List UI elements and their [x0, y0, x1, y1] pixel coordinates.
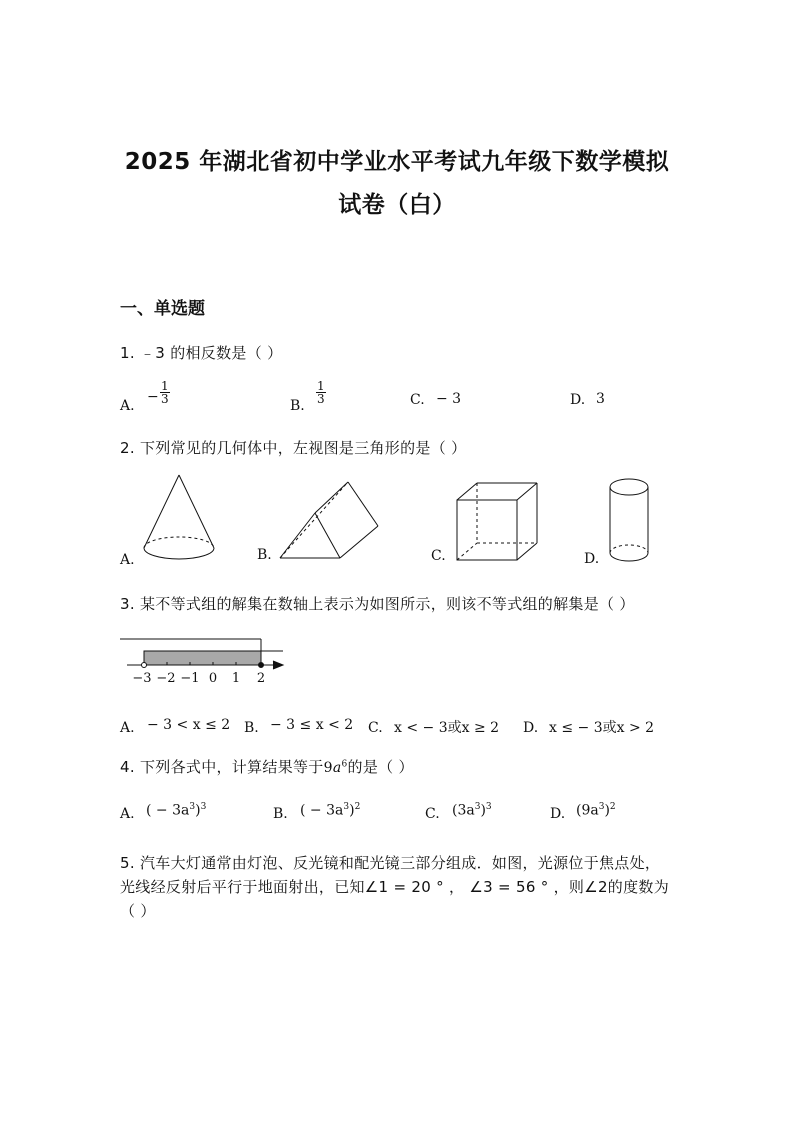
question-1: [120, 342, 282, 363]
question-text: ﹣3 的相反数是（ ）: [140, 344, 283, 362]
option-d-value: 3: [596, 391, 605, 407]
question-5-line3: （ ）: [120, 902, 156, 920]
tick-label: 0: [208, 671, 218, 686]
number-line-figure: [115, 632, 295, 688]
q4-options: [120, 800, 680, 824]
option-a-fraction: $\frac{1}{3}$: [161, 379, 169, 406]
question-3: [120, 593, 635, 614]
q2-option-a-label: A.: [120, 552, 135, 568]
q2-option-d-label: D.: [584, 551, 600, 567]
option-a-label: A.: [120, 806, 135, 822]
triangular-prism-icon: [280, 482, 378, 558]
option-c-expr: $(3a^3)^3$: [452, 802, 492, 819]
option-a-text: − 3 < x ≤ 2: [147, 717, 231, 733]
tick-label: 2: [256, 671, 266, 686]
page-title-line1: 2025 年湖北省初中学业水平考试九年级下数学模拟: [124, 149, 670, 175]
option-d-expr: $(9a^3)^2$: [576, 802, 616, 819]
question-text-before: 下列各式中，计算结果等于: [140, 758, 324, 776]
option-b-label: B.: [273, 806, 288, 822]
question-2: [120, 437, 466, 458]
question-5: [120, 851, 700, 923]
option-b-label: B.: [244, 720, 259, 736]
question-text: 某不等式组的解集在数轴上表示为如图所示，则该不等式组的解集是（ ）: [140, 595, 635, 613]
q3-options: [120, 717, 680, 739]
option-b-expr: ( − $3a^3)^2$: [300, 802, 361, 819]
option-a-label: A.: [120, 398, 135, 414]
option-d-label: D.: [570, 392, 586, 408]
section-heading: 一、单选题: [120, 299, 205, 319]
question-5-line2: 光线经反射后平行于地面射出，已知∠1 = 20 ° ， ∠3 = 56 ° ，则∠2的度数为: [120, 878, 669, 896]
option-d-label: D.: [550, 806, 566, 822]
target-expression: $9a^6$: [323, 759, 348, 776]
option-c-value: − 3: [436, 391, 462, 407]
tick-label: −2: [156, 671, 176, 686]
question-text-after: 的是（ ）: [347, 758, 414, 776]
option-b-fraction: $\frac{1}{3}$: [317, 379, 325, 406]
question-number: 4.: [120, 758, 135, 776]
option-d-label: D.: [523, 720, 539, 736]
q2-option-c-label: C.: [431, 548, 446, 564]
cone-icon: [144, 475, 214, 559]
option-c-text: x < − 3或x ≥ 2: [394, 720, 500, 736]
q2-option-b-label: B.: [257, 547, 272, 563]
cylinder-icon: [610, 479, 648, 561]
page-title-line2: 试卷（白）: [338, 192, 456, 218]
option-a-label: A.: [120, 720, 135, 736]
tick-label: −1: [180, 671, 200, 686]
tick-label: −3: [132, 671, 152, 686]
option-a-sign: −: [147, 389, 159, 405]
option-b-label: B.: [290, 398, 305, 414]
question-5-line1: 5. 汽车大灯通常由灯泡、反光镜和配光镜三部分组成．如图，光源位于焦点处，: [120, 854, 661, 872]
tick-label: 1: [231, 671, 241, 686]
question-number: 3.: [120, 595, 135, 613]
option-c-label: C.: [410, 392, 425, 408]
question-number: 2.: [120, 439, 135, 457]
question-4: [120, 756, 414, 777]
question-number: 1.: [120, 344, 135, 362]
q1-options: [120, 380, 720, 416]
question-text: 下列常见的几何体中，左视图是三角形的是（ ）: [140, 439, 467, 457]
option-c-label: C.: [425, 806, 440, 822]
option-a-expr: ( − $3a^3)^3$: [146, 802, 207, 819]
option-c-label: C.: [368, 720, 383, 736]
option-d-text: x ≤ − 3或x > 2: [549, 720, 655, 736]
cube-icon: [457, 483, 537, 560]
option-b-text: − 3 ≤ x < 2: [270, 717, 354, 733]
